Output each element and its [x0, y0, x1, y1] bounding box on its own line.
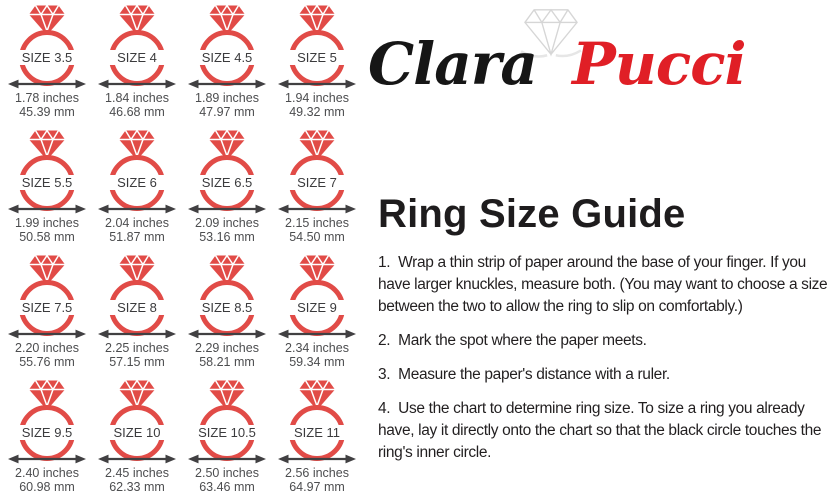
guide-steps — [378, 252, 836, 476]
ring-icon — [92, 253, 182, 339]
ring-measurements — [15, 217, 79, 244]
ring-measurements — [15, 467, 79, 494]
ring-size-label: SIZE 7 — [297, 175, 337, 190]
ring-measurements — [105, 92, 169, 119]
ring-mm: 63.46 mm — [199, 479, 255, 494]
diameter-arrow-icon — [8, 205, 86, 214]
guide-step: 1. Wrap a thin strip of paper around the base of your finger. If you have larger knuckles, measure both. (You may want to choose a size between the two to allow the ring to slip on comfortably.) — [378, 254, 832, 315]
ring-size-chart — [2, 3, 362, 501]
ring-size-cell — [272, 128, 362, 253]
ring-icon — [182, 253, 272, 339]
ring-size-cell — [182, 378, 272, 501]
ring-icon — [2, 253, 92, 339]
ring-inches: 2.29 inches — [195, 341, 259, 355]
ring-icon — [272, 3, 362, 89]
diameter-arrow-icon — [8, 330, 86, 339]
ring-mm: 60.98 mm — [19, 479, 75, 494]
ring-icon — [182, 3, 272, 89]
ring-inches: 1.78 inches — [15, 91, 79, 105]
diameter-arrow-icon — [98, 455, 176, 464]
ring-mm: 55.76 mm — [19, 354, 75, 369]
ring-size-label: SIZE 10.5 — [198, 425, 256, 440]
ring-size-label: SIZE 10 — [113, 425, 161, 440]
ring-measurements — [285, 217, 349, 244]
guide-step: 3. Measure the paper's distance with a ruler. — [378, 366, 670, 383]
ring-icon — [272, 378, 362, 464]
ring-inches: 2.40 inches — [15, 466, 79, 480]
ring-mm: 54.50 mm — [289, 229, 345, 244]
ring-icon — [2, 128, 92, 214]
ring-mm: 51.87 mm — [109, 229, 165, 244]
ring-inches: 2.34 inches — [285, 341, 349, 355]
ring-measurements — [195, 342, 259, 369]
ring-inches: 2.15 inches — [285, 216, 349, 230]
brand-name-pucci: Pucci — [572, 30, 746, 98]
ring-icon — [182, 128, 272, 214]
diameter-arrow-icon — [8, 455, 86, 464]
ring-icon — [182, 378, 272, 464]
ring-measurements — [285, 92, 349, 119]
ring-inches: 1.89 inches — [195, 91, 259, 105]
diameter-arrow-icon — [188, 205, 266, 214]
ring-size-label: SIZE 6.5 — [201, 175, 253, 190]
diameter-arrow-icon — [278, 330, 356, 339]
ring-size-cell — [92, 253, 182, 378]
ring-measurements — [105, 342, 169, 369]
ring-measurements — [195, 92, 259, 119]
diameter-arrow-icon — [98, 330, 176, 339]
ring-size-label: SIZE 8.5 — [201, 300, 253, 315]
info-panel — [368, 0, 838, 501]
ring-size-cell — [272, 3, 362, 128]
guide-step: 4. Use the chart to determine ring size. To size a ring you already have, lay it directly onto the chart so that the black circle touches the ring's inner circle. — [378, 400, 826, 461]
ring-measurements — [285, 342, 349, 369]
ring-size-label: SIZE 6 — [117, 175, 157, 190]
page-title: Ring Size Guide — [378, 192, 686, 236]
ring-mm: 64.97 mm — [289, 479, 345, 494]
ring-mm: 49.32 mm — [289, 104, 345, 119]
ring-inches: 2.09 inches — [195, 216, 259, 230]
ring-size-label: SIZE 5.5 — [21, 175, 73, 190]
diameter-arrow-icon — [278, 455, 356, 464]
ring-mm: 46.68 mm — [109, 104, 165, 119]
ring-size-label: SIZE 7.5 — [21, 300, 73, 315]
ring-mm: 53.16 mm — [199, 229, 255, 244]
ring-icon — [92, 378, 182, 464]
ring-mm: 57.15 mm — [109, 354, 165, 369]
diameter-arrow-icon — [8, 80, 86, 89]
guide-step: 2. Mark the spot where the paper meets. — [378, 332, 647, 349]
ring-icon — [2, 378, 92, 464]
diameter-arrow-icon — [98, 205, 176, 214]
ring-inches: 1.84 inches — [105, 91, 169, 105]
ring-size-cell — [92, 128, 182, 253]
ring-size-cell — [182, 128, 272, 253]
ring-size-cell — [92, 378, 182, 501]
ring-measurements — [15, 92, 79, 119]
ring-inches: 2.04 inches — [105, 216, 169, 230]
ring-size-label: SIZE 4 — [117, 50, 157, 65]
diameter-arrow-icon — [188, 80, 266, 89]
ring-inches: 2.45 inches — [105, 466, 169, 480]
diameter-arrow-icon — [98, 80, 176, 89]
ring-inches: 2.20 inches — [15, 341, 79, 355]
ring-size-label: SIZE 8 — [117, 300, 157, 315]
brand-logo — [368, 0, 816, 110]
ring-inches: 2.25 inches — [105, 341, 169, 355]
ring-size-cell — [272, 378, 362, 501]
ring-size-label: SIZE 11 — [293, 425, 341, 440]
ring-size-label: SIZE 9.5 — [21, 425, 73, 440]
ring-mm: 45.39 mm — [19, 104, 75, 119]
ring-icon — [92, 128, 182, 214]
ring-size-cell — [2, 128, 92, 253]
diameter-arrow-icon — [278, 205, 356, 214]
ring-icon — [92, 3, 182, 89]
ring-measurements — [195, 467, 259, 494]
diameter-arrow-icon — [188, 330, 266, 339]
ring-size-cell — [182, 253, 272, 378]
ring-icon — [272, 128, 362, 214]
ring-mm: 58.21 mm — [199, 354, 255, 369]
ring-size-label: SIZE 4.5 — [201, 50, 253, 65]
ring-size-cell — [92, 3, 182, 128]
ring-size-cell — [182, 3, 272, 128]
ring-size-label: SIZE 3.5 — [21, 50, 73, 65]
ring-size-label: SIZE 9 — [297, 300, 337, 315]
ring-mm: 47.97 mm — [199, 104, 255, 119]
ring-size-cell — [272, 253, 362, 378]
ring-inches: 1.94 inches — [285, 91, 349, 105]
ring-measurements — [105, 217, 169, 244]
ring-mm: 50.58 mm — [19, 229, 75, 244]
diameter-arrow-icon — [278, 80, 356, 89]
ring-measurements — [285, 467, 349, 494]
ring-mm: 62.33 mm — [109, 479, 165, 494]
ring-inches: 1.99 inches — [15, 216, 79, 230]
ring-measurements — [195, 217, 259, 244]
ring-size-cell — [2, 3, 92, 128]
ring-measurements — [15, 342, 79, 369]
ring-size-cell — [2, 253, 92, 378]
diameter-arrow-icon — [188, 455, 266, 464]
ring-icon — [2, 3, 92, 89]
ring-measurements — [105, 467, 169, 494]
ring-inches: 2.50 inches — [195, 466, 259, 480]
ring-inches: 2.56 inches — [285, 466, 349, 480]
brand-name-clara: Clara — [368, 30, 537, 98]
ring-size-label: SIZE 5 — [297, 50, 337, 65]
ring-icon — [272, 253, 362, 339]
ring-mm: 59.34 mm — [289, 354, 345, 369]
brand-name — [368, 30, 746, 98]
ring-size-cell — [2, 378, 92, 501]
